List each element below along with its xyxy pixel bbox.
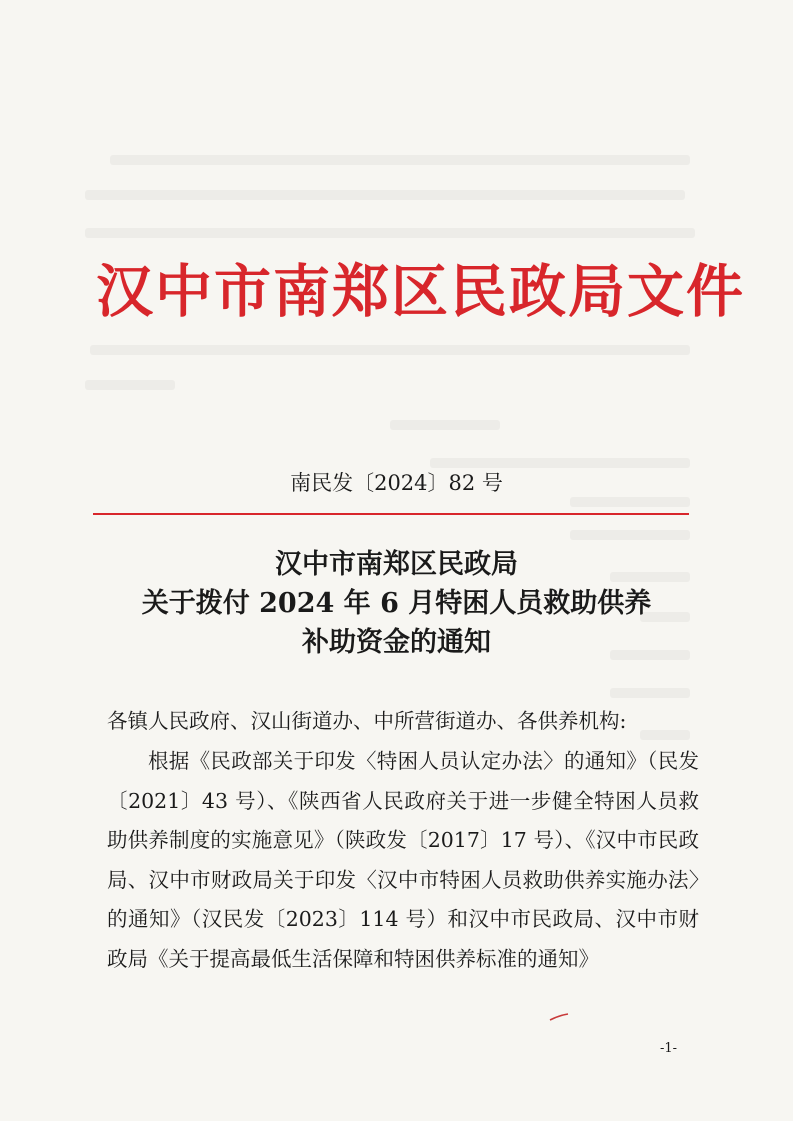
- agency-banner: 汉中市南郑区民政局文件: [96, 259, 745, 325]
- red-divider-rule: [93, 513, 689, 515]
- document-number: 南民发〔2024〕82 号: [290, 471, 503, 495]
- title-line-3: 补助资金的通知: [302, 627, 491, 658]
- page-number: -1-: [660, 1041, 678, 1056]
- title-line-1: 汉中市南郑区民政局: [275, 549, 518, 580]
- title-line-2: 关于拨付 2024 年 6 月特困人员救助供养: [141, 588, 652, 619]
- ink-mark: [548, 1012, 570, 1022]
- salutation: 各镇人民政府、汉山街道办、中所营街道办、各供养机构:: [107, 709, 627, 733]
- body-paragraph: 根据《民政部关于印发〈特困人员认定办法〉的通知》（民发〔2021〕43 号）、《陕西省人民政府关于进一步健全特困人员救助供养制度的实施意见》（陕政发〔2017〕17 号）、《汉中市民政局、汉中市财政局关于印发〈汉中市特困人员救助供养实施办法〉的通知》（汉民发〔2023〕114 号）和汉中市民政局、汉中市财政局《关于提高最低生活保障和特困供养标准的通知》: [107, 749, 699, 971]
